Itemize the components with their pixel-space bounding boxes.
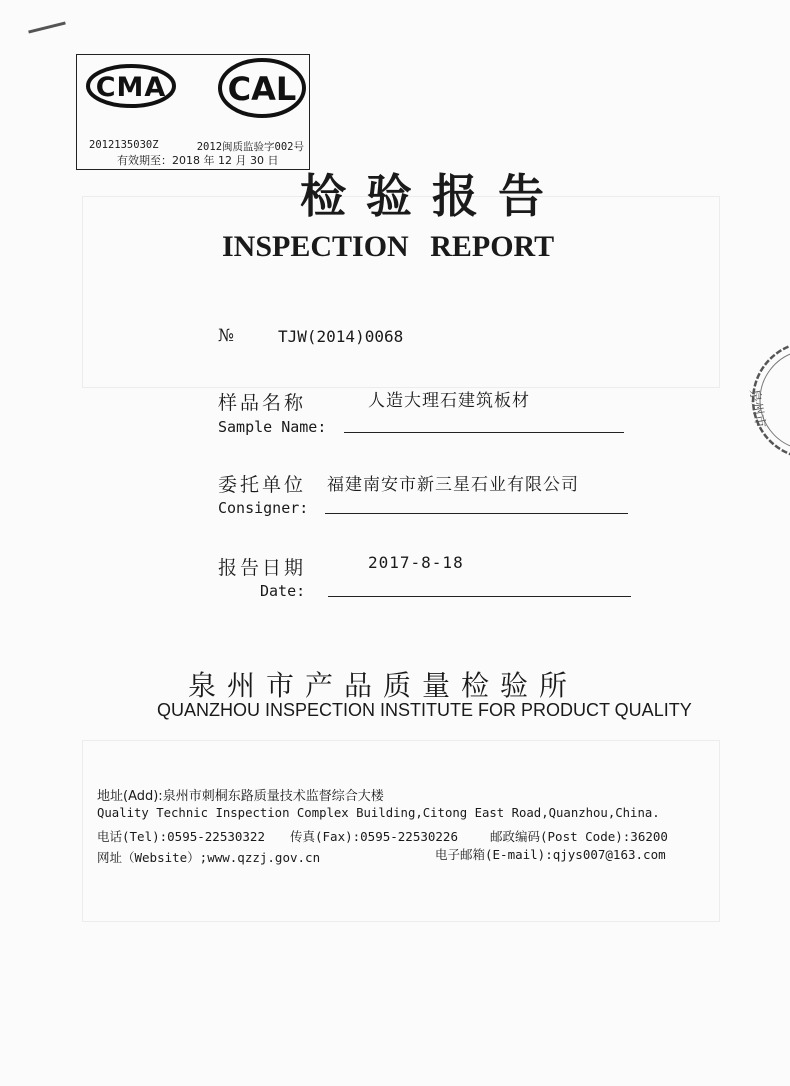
report-date-underline [328,596,631,597]
telephone: 电话(Tel):0595-22530322 [97,829,265,844]
address-zh: 地址(Add):泉州市刺桐东路质量技术监督综合大楼 [97,789,384,804]
postcode: 邮政编码(Post Code):36200 [490,829,668,844]
cal-logo-text: CAL [227,70,297,108]
title-english: INSPECTION REPORT [222,230,555,263]
fax: 传真(Fax):0595-22530226 [290,829,458,844]
cma-code: 2012135030Z [89,139,159,151]
report-date-label-en: Date: [260,582,306,600]
consigner-underline [325,513,628,514]
cal-logo [217,57,307,119]
consigner-label-en: Consigner: [218,499,309,517]
report-date-value: 2017-8-18 [368,553,464,572]
report-date-label-zh: 报告日期 [218,557,307,579]
certification-box [76,54,310,170]
consigner-label-zh: 委托单位 [218,474,307,496]
sample-name-value: 人造大理石建筑板材 [368,391,530,411]
consigner-value: 福建南安市新三星石业有限公司 [327,475,579,495]
sample-name-label-zh: 样品名称 [218,392,307,414]
validity-date: 有效期至：2018 年 12 月 30 日 [117,154,279,167]
cma-logo [85,63,177,109]
report-number-label: № [218,326,235,346]
title-chinese: 检验报告 [300,169,564,223]
institute-name-en: QUANZHOU INSPECTION INSTITUTE FOR PRODUCT QUALITY [157,700,692,720]
email: 电子邮箱(E-mail):qjys007@163.com [435,847,666,862]
sample-name-underline [344,432,624,433]
institute-name-zh: 泉州市产品质量检验所 [188,669,579,702]
sample-name-label-en: Sample Name: [218,418,327,436]
svg-text:泉州市: 泉州市 [746,388,768,430]
report-number-value: TJW(2014)0068 [278,327,404,346]
seal-stamp [728,340,790,460]
cma-logo-text: CMA [95,72,167,103]
website: 网址（Website）;www.qzzj.gov.cn [97,850,321,865]
address-en: Quality Technic Inspection Complex Building,Citong East Road,Quanzhou,China. [97,806,660,820]
cal-code: 2012闽质监验字002号 [196,141,304,153]
pen-mark [28,21,66,33]
